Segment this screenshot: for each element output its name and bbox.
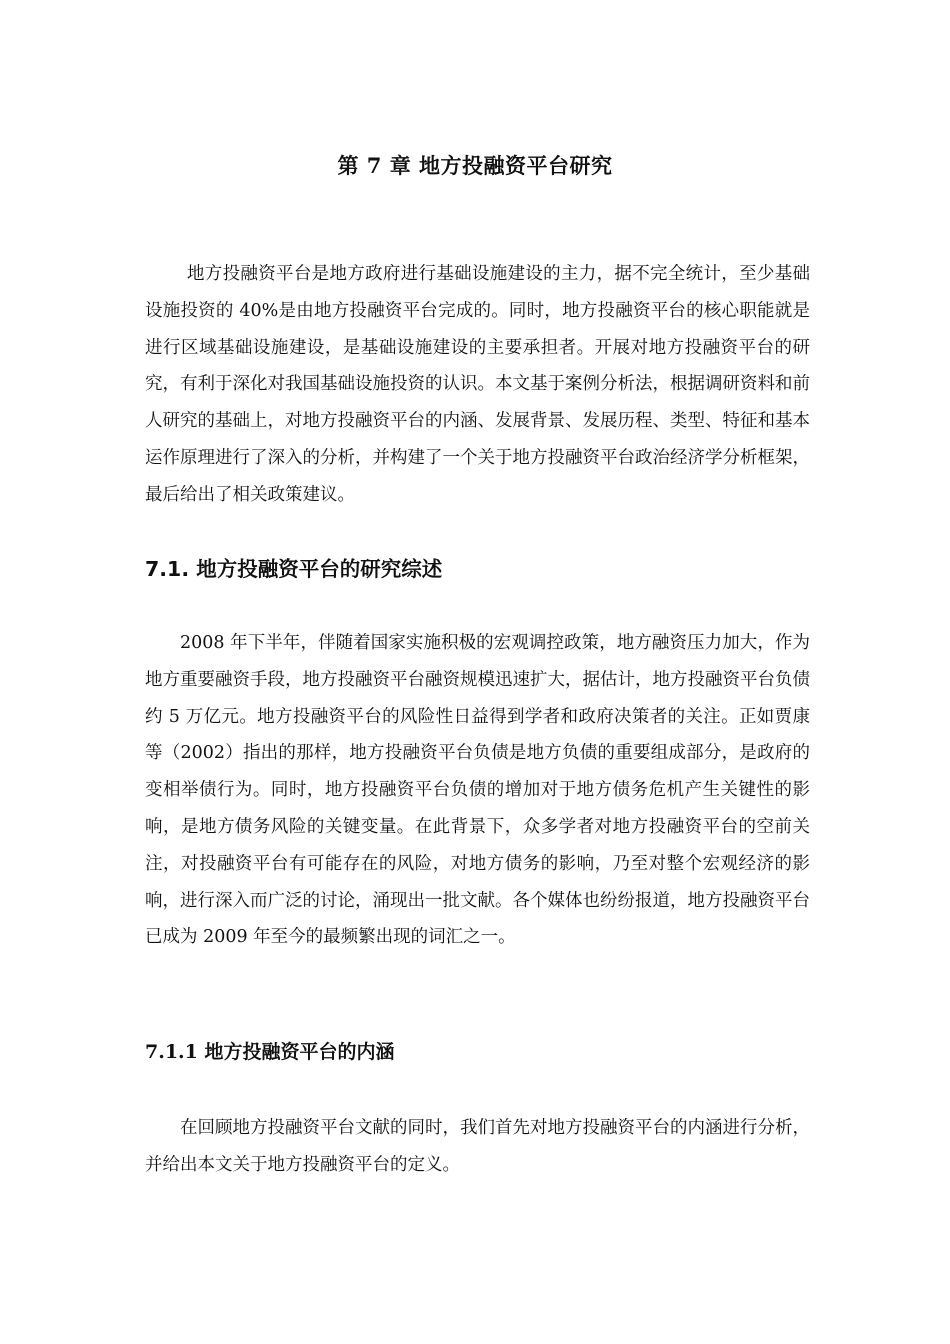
section-7-1-paragraph: 2008 年下半年，伴随着国家实施积极的宏观调控政策，地方融资压力加大，作为地方重要融资手段，地方投融资平台融资规模迅速扩大，据估计，地方投融资平台负债约 5 万亿元。地方投融资平台的风险性日益得到学者和政府决策者的关注。正如贾康等（2002）指出的那样，地方投融资平台负债是地方负债的重要组成部分，是政府的变相举债行为。同时，地方投融资平台负债的增加对于地方债务危机产生关键性的影响，是地方债务风险的关键变量。在此背景下，众多学者对地方投融资平台的空前关注，对投融资平台有可能存在的风险，对地方债务的影响，乃至对整个宏观经济的影响，进行深入而广泛的讨论，涌现出一批文献。各个媒体也纷纷报道，地方投融资平台已成为 2009 年至今的最频繁出现的词汇之一。: [145, 633, 810, 948]
section-heading-7-1-1: 7.1.1 地方投融资平台的内涵: [145, 1041, 395, 1063]
section-7-1-1-paragraph: 在回顾地方投融资平台文献的同时，我们首先对地方投融资平台的内涵进行分析，并给出本文关于地方投融资平台的定义。: [145, 1118, 810, 1175]
section-heading-7-1: 7.1. 地方投融资平台的研究综述: [145, 557, 443, 581]
chapter-title: 第 7 章 地方投融资平台研究: [337, 153, 613, 178]
intro-paragraph: 地方投融资平台是地方政府进行基础设施建设的主力，据不完全统计，至少基础设施投资的 40%是由地方投融资平台完成的。同时，地方投融资平台的核心职能就是进行区域基础设施建设，是基础设施建设的主要承担者。开展对地方投融资平台的研究，有利于深化对我国基础设施投资的认识。本文基于案例分析法，根据调研资料和前人研究的基础上，对地方投融资平台的内涵、发展背景、发展历程、类型、特征和基本运作原理进行了深入的分析，并构建了一个关于地方投融资平台政治经济学分析框架，最后给出了相关政策建议。: [145, 264, 810, 505]
